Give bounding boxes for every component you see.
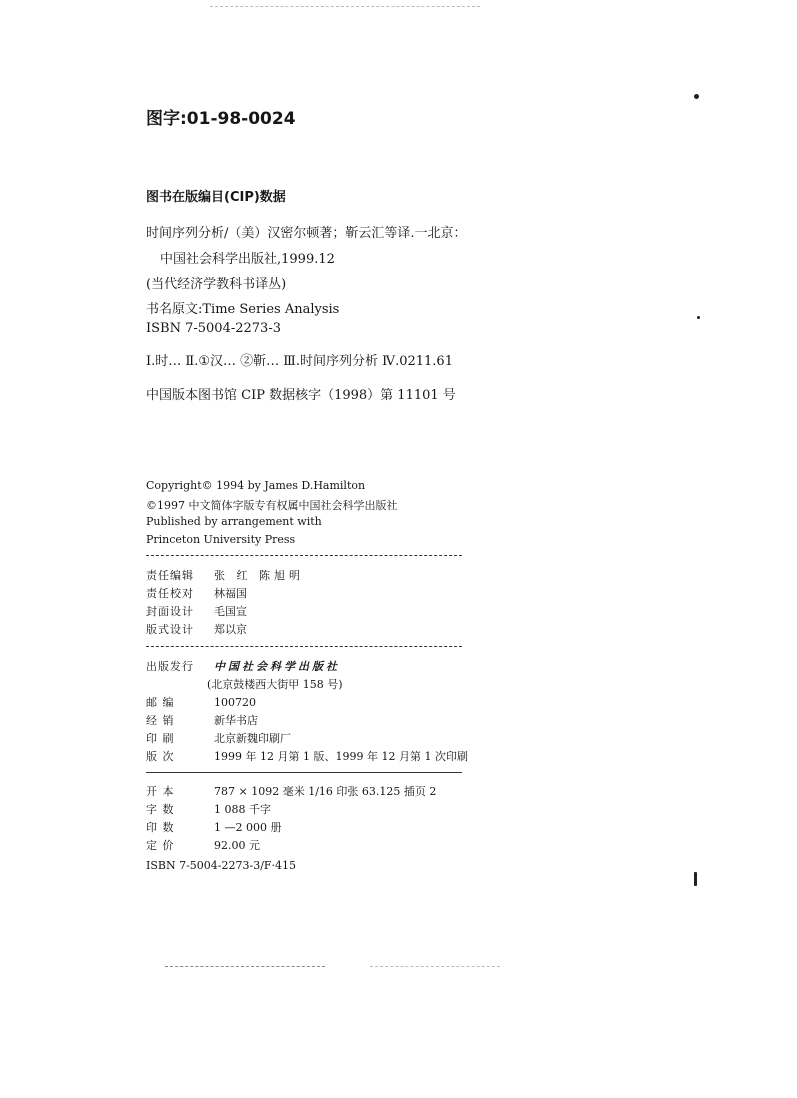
scan-speck [694, 94, 699, 99]
cip-line-record-number: 中国版本图书馆 CIP 数据核字（1998）第 11101 号 [146, 388, 456, 403]
spec-row: 印 数 1 —2 000 册 [146, 821, 282, 834]
detail-row: 邮 编 100720 [146, 696, 256, 709]
scan-speck [697, 316, 700, 319]
scan-speck [694, 872, 697, 886]
cip-heading: 图书在版编目(CIP)数据 [146, 190, 286, 205]
isbn-footer: ISBN 7-5004-2273-3/F·415 [146, 859, 297, 872]
divider-3 [146, 772, 462, 773]
cip-line-title: 时间序列分析/（美）汉密尔顿著；靳云汇等译.一北京： [146, 226, 467, 241]
publisher-row: 出版发行 中国社会科学出版社 [146, 660, 340, 673]
original-publisher-line: Princeton University Press [146, 533, 296, 546]
cip-line-isbn: ISBN 7-5004-2273-3 [146, 321, 281, 336]
scan-artifact-top [210, 6, 480, 7]
cip-line-classification: Ⅰ.时… Ⅱ.①汉… ②靳… Ⅲ.时间序列分析 Ⅳ.0211.61 [146, 354, 453, 369]
copyright-line: Copyright© 1994 by James D.Hamilton [146, 479, 366, 492]
registration-number: 图字:01-98-0024 [146, 109, 296, 129]
arrangement-line: Published by arrangement with [146, 515, 322, 528]
staff-row: 版式设计 郑以京 [146, 623, 247, 636]
cip-line-original-title: 书名原文:Time Series Analysis [146, 302, 340, 317]
staff-row: 责任校对 林福国 [146, 587, 247, 600]
spec-row: 开 本 787 × 1092 毫米 1/16 印张 63.125 插页 2 [146, 785, 437, 798]
divider-1 [146, 555, 462, 556]
scan-artifact-bottom [370, 966, 500, 967]
detail-row: 版 次 1999 年 12 月第 1 版、1999 年 12 月第 1 次印刷 [146, 750, 468, 763]
cip-line-series: (当代经济学教科书译丛) [146, 277, 287, 292]
cip-line-publisher: 中国社会科学出版社,1999.12 [160, 252, 335, 267]
detail-row: 印 刷 北京新魏印刷厂 [146, 732, 291, 745]
publisher-address: (北京鼓楼西大街甲 158 号) [207, 678, 343, 691]
spec-row: 字 数 1 088 千字 [146, 803, 271, 816]
publisher-name: 中国社会科学出版社 [214, 660, 340, 673]
spec-row: 定 价 92.00 元 [146, 839, 260, 852]
staff-row: 封面设计 毛国宣 [146, 605, 247, 618]
scan-artifact-bottom [165, 966, 325, 967]
staff-row: 责任编辑 张 红 陈旭明 [146, 569, 304, 582]
detail-row: 经 销 新华书店 [146, 714, 258, 727]
divider-2 [146, 646, 462, 647]
copyright-chinese-edition: ©1997 中文简体字版专有权属中国社会科学出版社 [146, 499, 398, 512]
